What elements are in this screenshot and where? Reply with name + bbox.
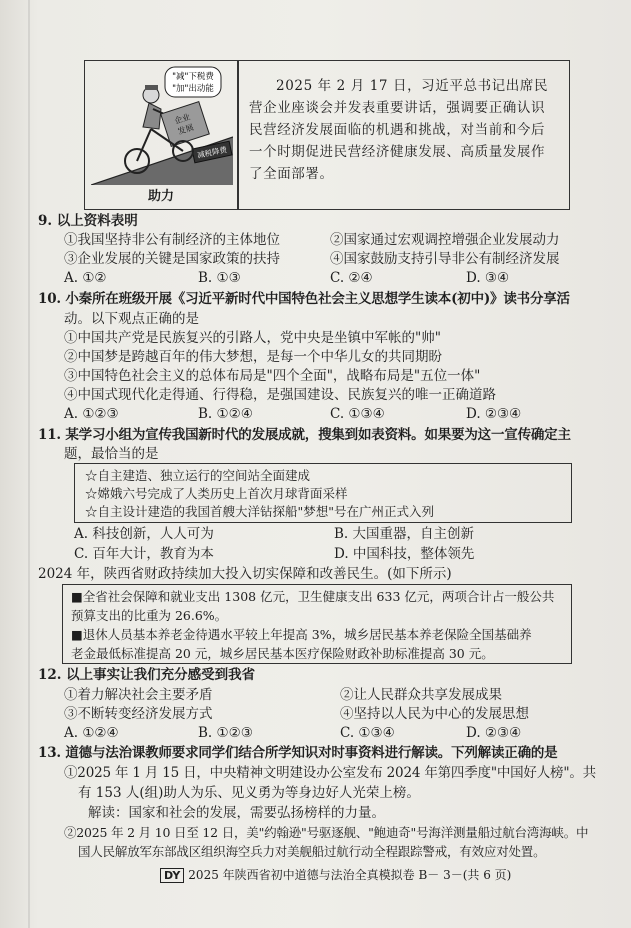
q12-box-line2: 预算支出的比重为 26.6%。 bbox=[71, 608, 228, 623]
svg-text:企业: 企业 bbox=[173, 112, 192, 126]
tax-label: 减税降费 bbox=[196, 144, 228, 161]
q11-option-a[interactable]: A. 科技创新，人人可为 bbox=[74, 526, 214, 542]
q13-item1-line2: 有 153 人(组)助人为乐、见义勇为等身边好人光荣上榜。 bbox=[78, 785, 420, 801]
q12-stem: 12. 以上事实让我们充分感受到我省 bbox=[38, 667, 256, 683]
q13-item2-line1: ②2025 年 2 月 10 日至 12 日，美"约翰逊"号驱逐舰、"鲍迪奇"号海洋测量船过航台湾海峡。中 bbox=[64, 825, 589, 840]
q12-box-line4: 老金最低标准提高 20 元，城乡居民基本医疗保险财政补助标准提高 30 元。 bbox=[71, 646, 494, 661]
q11-box-line3: ☆自主设计建造的我国首艘大洋钻探船"梦想"号在广州正式入列 bbox=[85, 504, 435, 519]
q12-statement-1: ①着力解决社会主要矛盾 bbox=[64, 687, 213, 703]
rider-body bbox=[143, 103, 161, 129]
q10-statement-4: ④中国式现代化走得通、行得稳，是强国建设、民族复兴的唯一正确道路 bbox=[64, 387, 496, 403]
q9-option-c[interactable]: C. ②④ bbox=[330, 270, 373, 286]
cartoon-illustration bbox=[91, 65, 233, 185]
q12-statement-2: ②让人民群众共享发展成果 bbox=[340, 687, 502, 703]
svg-text:发展: 发展 bbox=[176, 122, 195, 137]
q13-item1-reading: 解读：国家和社会的发展，需要弘扬榜样的力量。 bbox=[88, 805, 385, 821]
q9-statement-1: ①我国坚持非公有制经济的主体地位 bbox=[64, 232, 280, 248]
q10-stem-line2: 动。以下观点正确的是 bbox=[64, 311, 199, 327]
bubble-line1: "减"下税费 bbox=[172, 72, 214, 82]
q11-stem-line2: 题，最恰当的是 bbox=[64, 446, 159, 462]
q12-option-a[interactable]: A. ①②④ bbox=[64, 725, 119, 741]
q9-option-b[interactable]: B. ①③ bbox=[198, 270, 241, 286]
q12-box-line1: ■全省社会保障和就业支出 1308 亿元，卫生健康支出 633 亿元，两项合计占一般公共 bbox=[71, 589, 555, 604]
q11-option-b[interactable]: B. 大国重器，自主创新 bbox=[334, 526, 475, 542]
q10-option-a[interactable]: A. ①②③ bbox=[64, 406, 119, 422]
q9-stem: 9. 以上资料表明 bbox=[38, 213, 138, 229]
q12-statement-3: ③不断转变经济发展方式 bbox=[64, 706, 213, 722]
q12-option-c[interactable]: C. ①③④ bbox=[340, 725, 395, 741]
q12-material-box bbox=[62, 584, 572, 664]
q12-option-d[interactable]: D. ②③④ bbox=[466, 725, 522, 741]
q10-option-b[interactable]: B. ①②④ bbox=[198, 406, 253, 422]
q10-option-c[interactable]: C. ①③④ bbox=[330, 406, 385, 422]
q9-option-a[interactable]: A. ①② bbox=[64, 270, 107, 286]
q12-intro: 2024 年，陕西省财政持续加大投入切实保障和改善民生。(如下所示) bbox=[38, 566, 452, 582]
q10-option-d[interactable]: D. ②③④ bbox=[466, 406, 522, 422]
q13-stem: 13. 道德与法治课教师要求同学们结合所学知识对时事资料进行解读。下列解读正确的是 bbox=[38, 745, 558, 761]
q11-box-line2: ☆嫦娥六号完成了人类历史上首次月球背面采样 bbox=[85, 486, 348, 501]
q12-option-b[interactable]: B. ①②③ bbox=[198, 725, 253, 741]
q9-statement-4: ④国家鼓励支持引导非公有制经济发展 bbox=[330, 251, 560, 267]
q9-statement-2: ②国家通过宏观调控增强企业发展动力 bbox=[330, 232, 560, 248]
page-footer bbox=[160, 866, 511, 883]
q10-statement-2: ②中国梦是跨越百年的伟大梦想，是每一个中华儿女的共同期盼 bbox=[64, 349, 442, 365]
page-fold bbox=[28, 0, 30, 928]
q10-stem-line1: 10. 小秦所在班级开展《习近平新时代中国特色社会主义思想学生读本(初中)》读书分享活 bbox=[38, 291, 570, 307]
q13-item2-line2: 国人民解放军东部战区组织海空兵力对美舰船过航行动全程跟踪警戒，有效应对处置。 bbox=[78, 844, 546, 859]
q12-statement-4: ④坚持以人民为中心的发展思想 bbox=[340, 706, 529, 722]
q10-statement-1: ①中国共产党是民族复兴的引路人，党中央是坐镇中军帐的"帅" bbox=[64, 330, 441, 346]
q11-stem-line1: 11. 某学习小组为宣传我国新时代的发展成就，搜集到如表资料。如果要为这一宣传确定主 bbox=[38, 427, 571, 443]
q9-statement-3: ③企业发展的关键是国家政策的扶持 bbox=[64, 251, 280, 267]
footer-text: 2025 年陕西省初中道德与法治全真模拟卷 B－ 3－(共 6 页) bbox=[188, 868, 512, 882]
q11-option-d[interactable]: D. 中国科技，整体领先 bbox=[334, 546, 475, 562]
q9-option-d[interactable]: D. ③④ bbox=[466, 270, 510, 286]
material-box bbox=[84, 60, 570, 210]
q12-box-line3: ■退休人员基本养老金待遇水平较上年提高 3%，城乡居民基本养老保险全国基础养 bbox=[71, 627, 532, 642]
q13-item1-line1: ①2025 年 1 月 15 日，中央精神文明建设办公室发布 2024 年第四季度"中国好人榜"。共 bbox=[64, 765, 596, 781]
cartoon-caption: 助力 bbox=[147, 189, 174, 204]
bubble-line2: "加"出动能 bbox=[172, 84, 214, 94]
q11-material-box bbox=[74, 463, 572, 523]
q11-box-line1: ☆自主建造、独立运行的空间站全面建成 bbox=[85, 468, 311, 483]
q10-statement-3: ③中国特色社会主义的总体布局是"四个全面"，战略布局是"五位一体" bbox=[64, 368, 481, 384]
footer-tag: DY bbox=[160, 868, 184, 883]
material-text: 2025 年 2 月 17 日，习近平总书记出席民营企业座谈会并发表重要讲话，强调要正确认识民营经济发展面临的机遇和挑战，对当前和今后一个时期促进民营经济健康发展、高质量发展作了全面部署。 bbox=[249, 78, 549, 182]
q11-option-c[interactable]: C. 百年大计，教育为本 bbox=[74, 546, 214, 562]
material-divider bbox=[237, 61, 239, 209]
